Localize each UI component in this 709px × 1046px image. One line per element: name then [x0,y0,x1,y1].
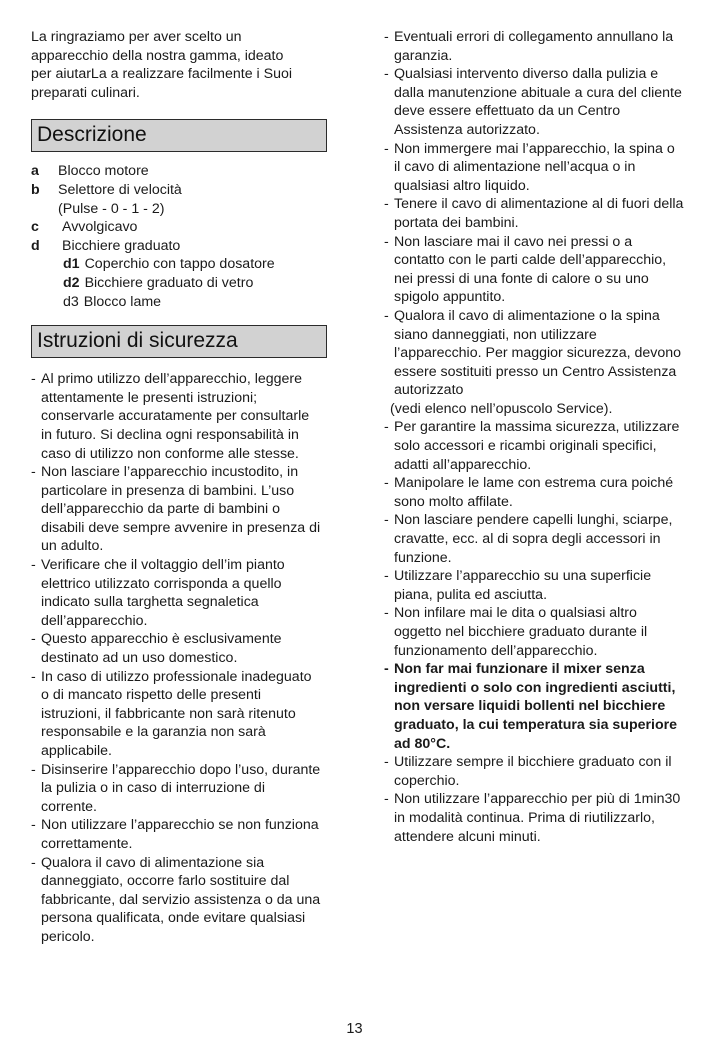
safety-warning-bold: - Non far mai funzionare il mixer senza ingredienti o solo con ingredienti asciutti, non versare liquidi bollenti nel bicchiere graduato, la cui temperatura sia superiore ad 80°C. [384,660,684,753]
safety-item: - Disinserire l’apparecchio dopo l’uso, durante la pulizia o in caso di interruzione di corrente. [31,761,321,817]
safety-item: - Non lasciare mai il cavo nei pressi o a contatto con le parti calde dell’apparecchio, nei pressi di una fonte di calore o su uno spigolo appuntito. [384,233,684,307]
safety-item: - Non utilizzare l’apparecchio se non funziona correttamente. [31,816,321,853]
subpart-item: d3 Blocco lame [63,293,162,310]
part-item: a Blocco motore [31,163,149,180]
page-number: 13 [346,1021,363,1037]
right-column [384,28,684,846]
subpart-item: d2 Bicchiere graduato di vetro [63,274,254,291]
safety-item: - Per garantire la massima sicurezza, utilizzare solo accessori e ricambi originali specifici, adatti all’apparecchio. [384,418,684,474]
safety-item: - Non lasciare l’apparecchio incustodito, in particolare in presenza di bambini. L’uso dell’apparecchio da parte di bambini o disabili deve sempre avvenire in presenza di un adulto. [31,463,321,556]
safety-item: - Qualora il cavo di alimentazione o la spina siano danneggiati, non utilizzare l’apparecchio. Per maggior sicurezza, devono essere sostituiti presso un Centro Assistenza autorizzato [384,307,684,400]
part-item: d Bicchiere graduato [31,237,181,254]
safety-item: - Questo apparecchio è esclusivamente destinato ad un uso domestico. [31,630,321,667]
intro-text: La ringraziamo per aver scelto un apparecchio della nostra gamma, ideato per aiutarLa a realizzare facilmente i Suoi preparati culinari. [31,29,293,101]
safety-item: - Non utilizzare l’apparecchio per più di 1min30 in modalità continua. Prima di riutilizzarlo, attendere alcuni minuti. [384,790,684,846]
service-note: (vedi elenco nell’opuscolo Service). [390,400,613,417]
safety-item: - Non infilare mai le dita o qualsiasi altro oggetto nel bicchiere graduato durante il funzionamento dell’apparecchio. [384,604,684,660]
safety-item: - Qualsiasi intervento diverso dalla pulizia e dalla manutenzione abituale a cura del cliente deve essere effettuato da un Centro Assistenza autorizzato. [384,65,684,139]
safety-item: - Utilizzare sempre il bicchiere graduato con il coperchio. [384,753,684,790]
left-column [31,28,327,947]
safety-item: - Verificare che il voltaggio dell’im pianto elettrico utilizzato corrisponda a quello indicato sulla targhetta segnaletica dell’apparecchio. [31,556,321,630]
subpart-item: d1 Coperchio con tappo dosatore [63,256,275,273]
part-item: (Pulse - 0 - 1 - 2) [58,200,165,217]
safety-item: - Utilizzare l’apparecchio su una superficie piana, pulita ed asciutta. [384,567,684,604]
safety-list-left [31,370,321,946]
part-item: c Avvolgicavo [31,219,138,236]
safety-item: - Qualora il cavo di alimentazione sia danneggiato, occorre farlo sostituire dal fabbricante, dal servizio assistenza o da una persona qualificata, onde evitare qualsiasi pericolo. [31,854,321,947]
safety-item: - Non immergere mai l’apparecchio, la spina o il cavo di alimentazione nell’acqua o in qualsiasi altro liquido. [384,140,684,196]
section-heading-descrizione: Descrizione [31,119,327,152]
safety-item: - Manipolare le lame con estrema cura poiché sono molto affilate. [384,474,684,511]
section-heading-sicurezza: Istruzioni di sicurezza [31,325,327,358]
part-item: b Selettore di velocità [31,181,182,198]
safety-item: - In caso di utilizzo professionale inadeguato o di mancato rispetto delle presenti istruzioni, il fabbricante non sarà ritenuto responsabile e la garanzia non sarà applicabile. [31,668,321,761]
parts-list [31,162,327,311]
safety-item: - Al primo utilizzo dell’apparecchio, leggere attentamente le presenti istruzioni; conservarle accuratamente per consultarle in futuro. Si declina ogni responsabilità in caso di utilizzo non conforme alle stesse. [31,370,321,463]
safety-item: - Eventuali errori di collegamento annullano la garanzia. [384,28,684,65]
safety-item: - Tenere il cavo di alimentazione al di fuori della portata dei bambini. [384,195,684,232]
safety-item: - Non lasciare pendere capelli lunghi, sciarpe, cravatte, ecc. al di sopra degli accessori in funzione. [384,511,684,567]
